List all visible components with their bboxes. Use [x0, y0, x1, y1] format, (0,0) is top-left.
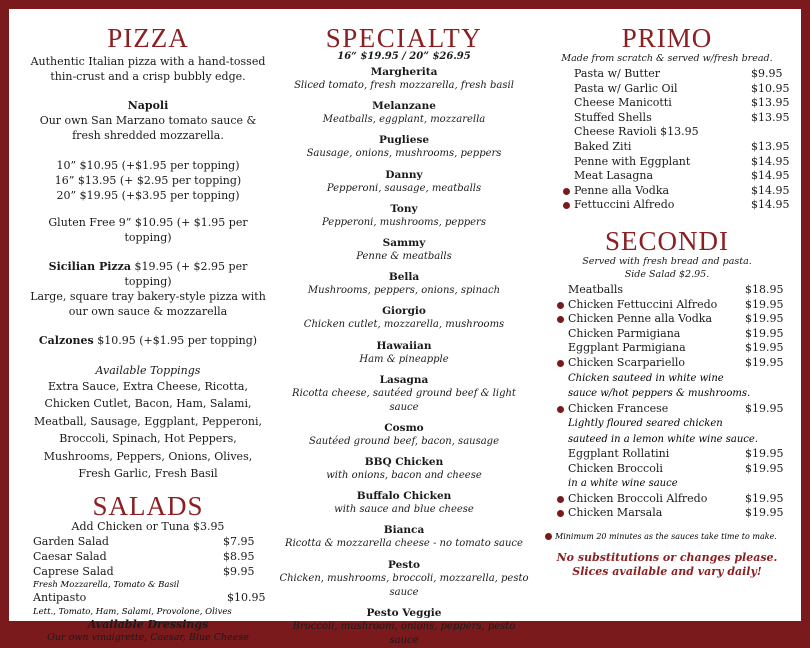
- secondi-item: Chicken Scarpariello $19.95: [568, 356, 785, 371]
- minimum-note: Minimum 20 minutes as the sauces take time to make.: [549, 531, 785, 542]
- specialty-desc: Sautéed ground beef, bacon, sausage: [308, 435, 500, 447]
- specialty-name: Pesto Veggie: [366, 606, 442, 619]
- toppings-title: Available Toppings: [95, 364, 201, 377]
- sauce-dot-icon: [557, 406, 564, 413]
- specialty-name: Margherita: [370, 66, 438, 78]
- salad-item: Antipasto $10.95: [33, 591, 266, 605]
- secondi-list: [549, 283, 785, 521]
- primo-heading: PRIMO: [621, 23, 713, 53]
- primo-item: Baked Ziti $13.95: [574, 139, 790, 153]
- secondi-heading: SECONDI: [604, 225, 729, 256]
- salads-list: [29, 535, 267, 617]
- secondi-item: Meatballs $18.95: [568, 282, 784, 296]
- sauce-dot-icon: [563, 188, 570, 195]
- specialty-desc: with sauce and blue cheese: [334, 504, 474, 516]
- napoli-desc: Our own San Marzano tomato sauce & fresh shredded mozzarella.: [39, 114, 257, 142]
- primo-item: Cheese Ravioli $13.95: [574, 125, 699, 139]
- salad-item: Garden Salad $7.95: [33, 535, 255, 549]
- size-20: 20” $19.95 (+$3.95 per topping): [56, 189, 240, 202]
- secondi-item: Eggplant Rollatini $19.95: [568, 447, 784, 461]
- specialty-name: Hawaiian: [376, 339, 432, 352]
- primo-item: Fettuccini Alfredo $14.95: [574, 198, 785, 213]
- secondi-item-desc: sauce w/hot peppers & mushrooms.: [568, 388, 751, 399]
- size-10: 10” $10.95 (+$1.95 per topping): [56, 159, 240, 172]
- secondi-item-desc: Lightly floured seared chicken: [568, 418, 723, 430]
- specialty-column: [277, 9, 531, 648]
- pizza-heading: PIZZA: [107, 23, 189, 53]
- sauce-dot-icon: [563, 202, 570, 209]
- specialty-desc: Sausage, onions, mushrooms, peppers: [306, 148, 502, 160]
- specialty-desc: Sliced tomato, fresh mozzarella, fresh basil: [294, 80, 514, 91]
- sauce-dot-icon: [557, 360, 564, 367]
- secondi-item: Chicken Parmigiana $19.95: [568, 326, 784, 340]
- sicilian: Sicilian Pizza $19.95 (+ $2.95 per topping): [48, 260, 248, 288]
- specialty-name: Bella: [388, 271, 420, 284]
- specialty-name: Giorgio: [382, 305, 426, 318]
- specialty-name: Pugliese: [378, 134, 430, 147]
- salads-note: Add Chicken or Tuna $3.95: [71, 520, 225, 534]
- secondi-item: Chicken Broccoli $19.95: [568, 461, 784, 475]
- specialty-desc: Chicken, mushrooms, broccoli, mozzarella, pesto sauce: [279, 572, 529, 598]
- salad-item: Caesar Salad $8.95: [33, 550, 255, 564]
- salads-heading: SALADS: [92, 491, 204, 522]
- salad-item: Caprese Salad $9.95: [33, 564, 255, 578]
- menu-page: [9, 9, 801, 646]
- primo-column: [549, 9, 790, 579]
- pizza-column: [29, 9, 267, 644]
- specialty-desc: Chicken cutlet, mozzarella, mushrooms: [303, 319, 505, 331]
- specialty-desc: Ricotta cheese, sautéed ground beef & light sauce: [292, 387, 516, 413]
- specialty-name: Buffalo Chicken: [356, 490, 452, 503]
- primo-item: Pasta w/ Butter $9.95: [574, 67, 783, 80]
- dressings-list: Our own vinaigrette, Caesar, Blue Cheese: [47, 631, 249, 643]
- primo-note: Made from scratch & served w/fresh bread.: [561, 53, 773, 64]
- secondi-item-desc: sauteed in a lemon white wine sauce.: [568, 433, 759, 445]
- specialty-desc: Meatballs, eggplant, mozzarella: [322, 114, 486, 126]
- specialty-name: Sammy: [382, 236, 426, 249]
- secondi-note-1: Served with fresh bread and pasta.: [582, 255, 752, 267]
- slices-available: Slices available and vary daily!: [572, 564, 762, 578]
- secondi-item-desc: in a white wine sauce: [568, 478, 678, 490]
- secondi-item-desc: Chicken sauteed in white wine: [568, 372, 724, 384]
- specialty-desc: Penne & meatballs: [356, 250, 452, 262]
- sauce-dot-icon: [557, 302, 564, 309]
- salad-desc: Lett., Tomato, Ham, Salami, Provolone, Olives: [33, 606, 232, 617]
- primo-item: Cheese Manicotti $13.95: [574, 96, 790, 110]
- secondi-item: Chicken Penne alla Vodka $19.95: [568, 312, 785, 327]
- primo-item: Pasta w/ Garlic Oil $10.95: [574, 81, 790, 95]
- specialty-name: Lasagna: [379, 373, 429, 386]
- specialty-list: [277, 65, 531, 648]
- secondi-item: Chicken Fettuccini Alfredo $19.95: [568, 298, 785, 313]
- specialty-heading: SPECIALTY: [325, 23, 483, 53]
- primo-item: Meat Lasagna $14.95: [574, 169, 790, 183]
- specialty-desc: Pepperoni, sausage, meatballs: [326, 182, 482, 194]
- specialty-desc: Mushrooms, peppers, onions, spinach: [307, 285, 501, 297]
- specialty-name: Tony: [390, 202, 418, 215]
- secondi-note-2: Side Salad $2.95.: [624, 268, 710, 280]
- sicilian-desc: Large, square tray bakery-style pizza with our own sauce & mozzarella: [30, 290, 266, 318]
- specialty-name: Bianca: [383, 524, 425, 537]
- specialty-sizes: 16“ $19.95 / 20” $26.95: [337, 51, 471, 62]
- specialty-name: Cosmo: [384, 421, 424, 434]
- specialty-desc: Pepperoni, mushrooms, peppers: [322, 216, 486, 228]
- specialty-name: Melanzane: [372, 100, 436, 113]
- no-substitutions: No substitutions or changes please.: [556, 550, 778, 564]
- primo-item: Penne with Eggplant $14.95: [574, 154, 790, 168]
- secondi-item: Chicken Marsala $19.95: [568, 506, 785, 521]
- specialty-name: Danny: [385, 168, 423, 181]
- sauce-dot-icon: [557, 510, 564, 517]
- secondi-item: Chicken Broccoli Alfredo $19.95: [568, 492, 785, 507]
- specialty-desc: Ham & pineapple: [359, 353, 449, 365]
- secondi-item: Chicken Francese $19.95: [568, 402, 785, 417]
- size-16: 16” $13.95 (+ $2.95 per topping): [54, 174, 242, 187]
- pizza-intro: Authentic Italian pizza with a hand-tossed thin-crust and a crisp bubbly edge.: [30, 55, 266, 83]
- primo-list: [549, 67, 790, 213]
- primo-item: Stuffed Shells $13.95: [574, 110, 790, 124]
- specialty-desc: Ricotta & mozzarella cheese - no tomato sauce: [285, 538, 523, 550]
- gluten-free: Gluten Free 9” $10.95 (+ $1.95 per topping): [48, 216, 248, 244]
- specialty-desc: Broccoli, mushroom, onions, peppers, pesto sauce: [292, 620, 516, 646]
- sauce-dot-icon: [557, 496, 564, 503]
- calzones: Calzones $10.95 (+$1.95 per topping): [38, 334, 258, 347]
- napoli-title: Napoli: [127, 99, 169, 112]
- specialty-desc: with onions, bacon and cheese: [326, 470, 482, 482]
- sauce-dot-icon: [557, 316, 564, 323]
- secondi-item: Eggplant Parmigiana $19.95: [568, 341, 784, 355]
- sauce-dot-icon: [545, 533, 552, 540]
- specialty-name: Pesto: [387, 558, 421, 571]
- salad-desc: Fresh Mozzarella, Tomato & Basil: [33, 580, 180, 591]
- toppings-list: Extra Sauce, Extra Cheese, Ricotta, Chicken Cutlet, Bacon, Ham, Salami, Meatball, Sausage, Eggplant, Pepperoni, Broccoli, Spinach, Hot Peppers, Mushrooms, Peppers, Onions, Olives, Fresh Garlic, Fresh Basil: [33, 380, 263, 481]
- dressings-title: Available Dressings: [87, 617, 209, 631]
- primo-item: Penne alla Vodka $14.95: [574, 184, 785, 199]
- specialty-name: BBQ Chicken: [364, 456, 444, 469]
